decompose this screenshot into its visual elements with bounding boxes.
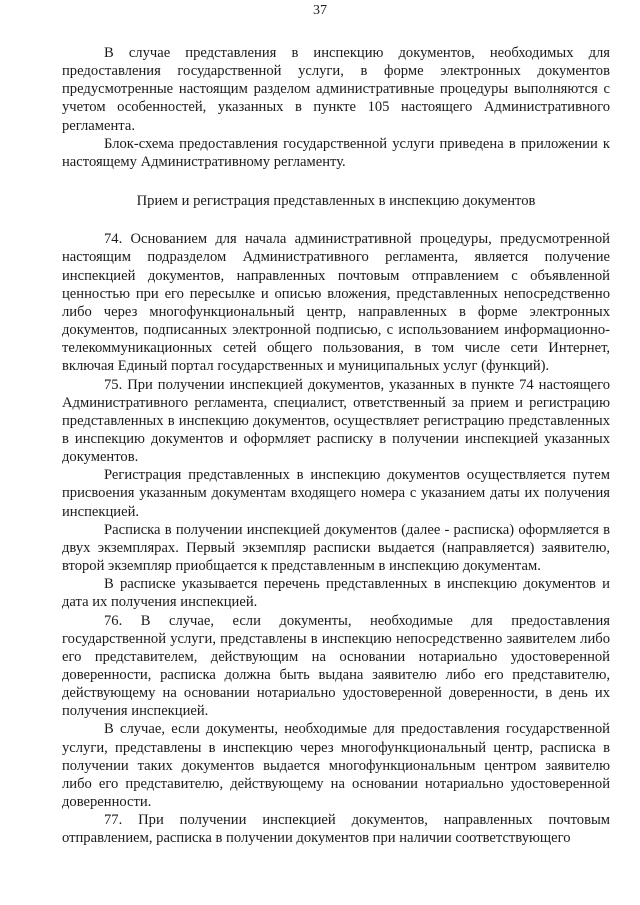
paragraph-item-75: 75. При получении инспекцией документов, указанных в пункте 74 настоящего Административного регламента, специалист, ответственный за прием и регистрацию представленных в инспекцию документов, осуществляет регистрацию представленных в инспекцию документов и оформляет расписку в получении инспекцией указанных документов.	[62, 376, 610, 466]
paragraph-receipt-copies: Расписка в получении инспекцией документов (далее - расписка) оформляется в двух экземплярах. Первый экземпляр расписки выдается (направляется) заявителю, второй экземпляр приобщается к представленным в инспекцию документам.	[62, 521, 610, 575]
paragraph-mfc-receipt: В случае, если документы, необходимые для предоставления государственной услуги, представлены в инспекцию через многофункциональный центр, расписка в получении таких документов выдается многофункциональным центром заявителю либо его представителю, действующему на основании нотариально удостоверенной доверенности.	[62, 721, 610, 811]
paragraph-block-scheme: Блок-схема предоставления государственной услуги приведена в приложении к настоящему Административному регламенту.	[62, 135, 610, 170]
paragraph-item-77: 77. При получении инспекцией документов, направленных почтовым отправлением, расписка в получении документов при наличии соответствующего	[62, 812, 610, 847]
page-number: 37	[313, 3, 327, 18]
paragraph-item-74: 74. Основанием для начала административной процедуры, предусмотренной настоящим подразделом Административного регламента, является получение инспекцией документов, направленных почтовым отправлением с объявленной ценностью при его пересылке и описью вложения, представленных непосредственно либо через многофункциональный центр, направленных в форме электронных документов, подписанных электронной подписью, с использованием информационно-телекоммуникационных сетей общего пользования, в том числе сети Интернет, включая Единый портал государственных и муниципальных услуг (функций).	[62, 231, 610, 375]
document-body	[62, 44, 610, 848]
paragraph-registration: Регистрация представленных в инспекцию документов осуществляется путем присвоения указанным документам входящего номера с указанием даты их получения инспекцией.	[62, 467, 610, 520]
paragraph-electronic-documents: В случае представления в инспекцию документов, необходимых для предоставления государственной услуги, в форме электронных документов предусмотренные настоящим разделом административные процедуры выполняются с учетом особенностей, указанных в пункте 105 настоящего Административного регламента.	[62, 45, 610, 134]
paragraph-item-76: 76. В случае, если документы, необходимые для предоставления государственной услуги, представлены в инспекцию непосредственно заявителем либо его представителем, действующим на основании нотариально удостоверенной доверенности, расписка должна быть выдана заявителю либо его представителю, действующему на основании нотариально удостоверенной доверенности, в день их получения инспекцией.	[62, 612, 610, 720]
section-heading: Прием и регистрация представленных в инспекцию документов	[136, 193, 536, 210]
paragraph-receipt-contents: В расписке указывается перечень представленных в инспекцию документов и дата их получения инспекцией.	[62, 576, 610, 611]
